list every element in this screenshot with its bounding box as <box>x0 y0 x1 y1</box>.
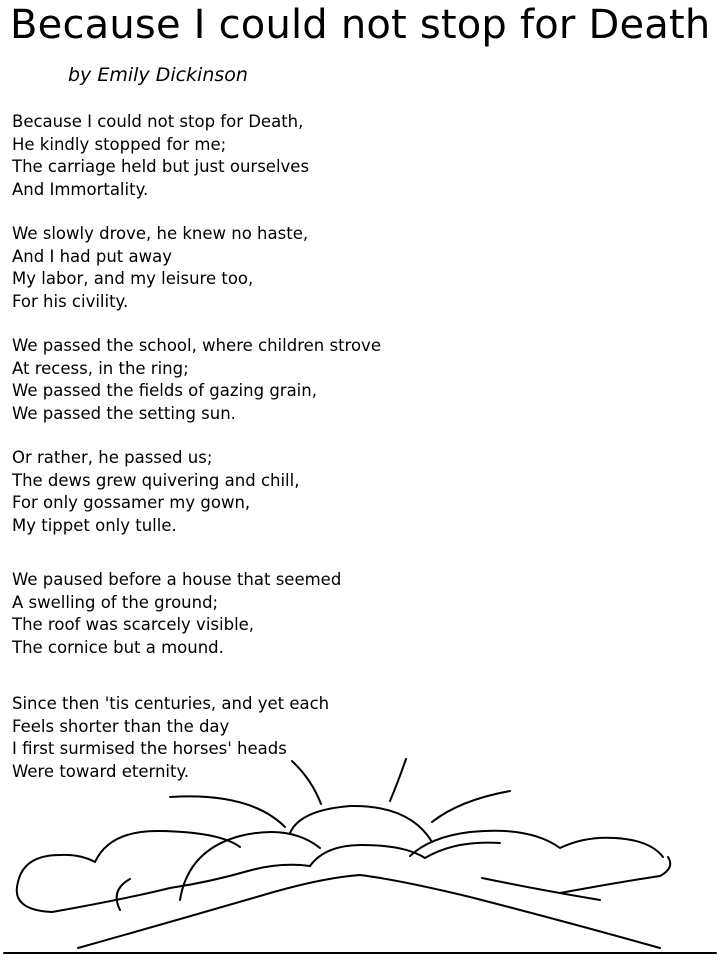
poem-line: We slowly drove, he knew no haste, <box>12 224 309 243</box>
poem-line: The roof was scarcely visible, <box>12 615 255 635</box>
poem-author: by Emily Dickinson <box>68 64 248 86</box>
poem-line: We passed the setting sun. <box>12 403 236 423</box>
mountain-ridge-main <box>78 875 660 948</box>
cloud-right <box>560 857 670 893</box>
stanza-2 <box>12 223 308 313</box>
poem-line: Since then 'tis centuries, and yet each <box>12 694 330 713</box>
sun <box>290 806 432 842</box>
poem-line: My labor, and my leisure too, <box>12 269 254 289</box>
poem-line: Or rather, he passed us; <box>12 448 213 467</box>
stanza-3 <box>12 335 381 425</box>
poem-line: A swelling of the ground; <box>12 592 219 612</box>
poem-line: I first surmised the horses' heads <box>12 739 287 759</box>
cloud-center <box>310 843 500 866</box>
cloud-left <box>17 831 240 912</box>
poem-line: The carriage held but just ourselves <box>12 157 310 177</box>
setting-sun-over-hills-icon <box>0 740 720 960</box>
poem-line: The cornice but a mound. <box>12 637 224 657</box>
poem-line: The dews grew quivering and chill, <box>12 470 300 490</box>
sun-ray <box>170 796 285 827</box>
sun-ray <box>292 761 321 804</box>
poem-line: He kindly stopped for me; <box>12 134 227 154</box>
stanza-1 <box>12 111 309 201</box>
poem-line: My tippet only tulle. <box>12 515 177 535</box>
cloud-lower-left <box>117 879 130 910</box>
poem-line: We passed the fields of gazing grain, <box>12 381 317 401</box>
poem-line: We passed the school, where children strove <box>12 336 381 355</box>
stanza-5 <box>12 569 341 659</box>
poem-line: At recess, in the ring; <box>12 358 189 378</box>
poem-line: And I had put away <box>12 246 172 266</box>
poem-line: We paused before a house that seemed <box>12 570 342 589</box>
sun-ray <box>390 759 406 801</box>
poem-line: Feels shorter than the day <box>12 716 230 736</box>
sun-ray <box>432 791 510 822</box>
mountain-ridge-back <box>52 871 248 912</box>
poem-line: And Immortality. <box>12 179 149 199</box>
stanza-4 <box>12 447 299 537</box>
poem-title: Because I could not stop for Death <box>10 2 711 48</box>
poem-line: Were toward eternity. <box>12 761 190 781</box>
poem-line: For his civility. <box>12 291 129 311</box>
poem-line: For only gossamer my gown, <box>12 493 251 513</box>
cloud-lower-mid <box>248 865 310 871</box>
cloud-center-right <box>410 831 663 857</box>
poem-line: Because I could not stop for Death, <box>12 112 304 131</box>
cloud-center-left <box>180 832 320 900</box>
